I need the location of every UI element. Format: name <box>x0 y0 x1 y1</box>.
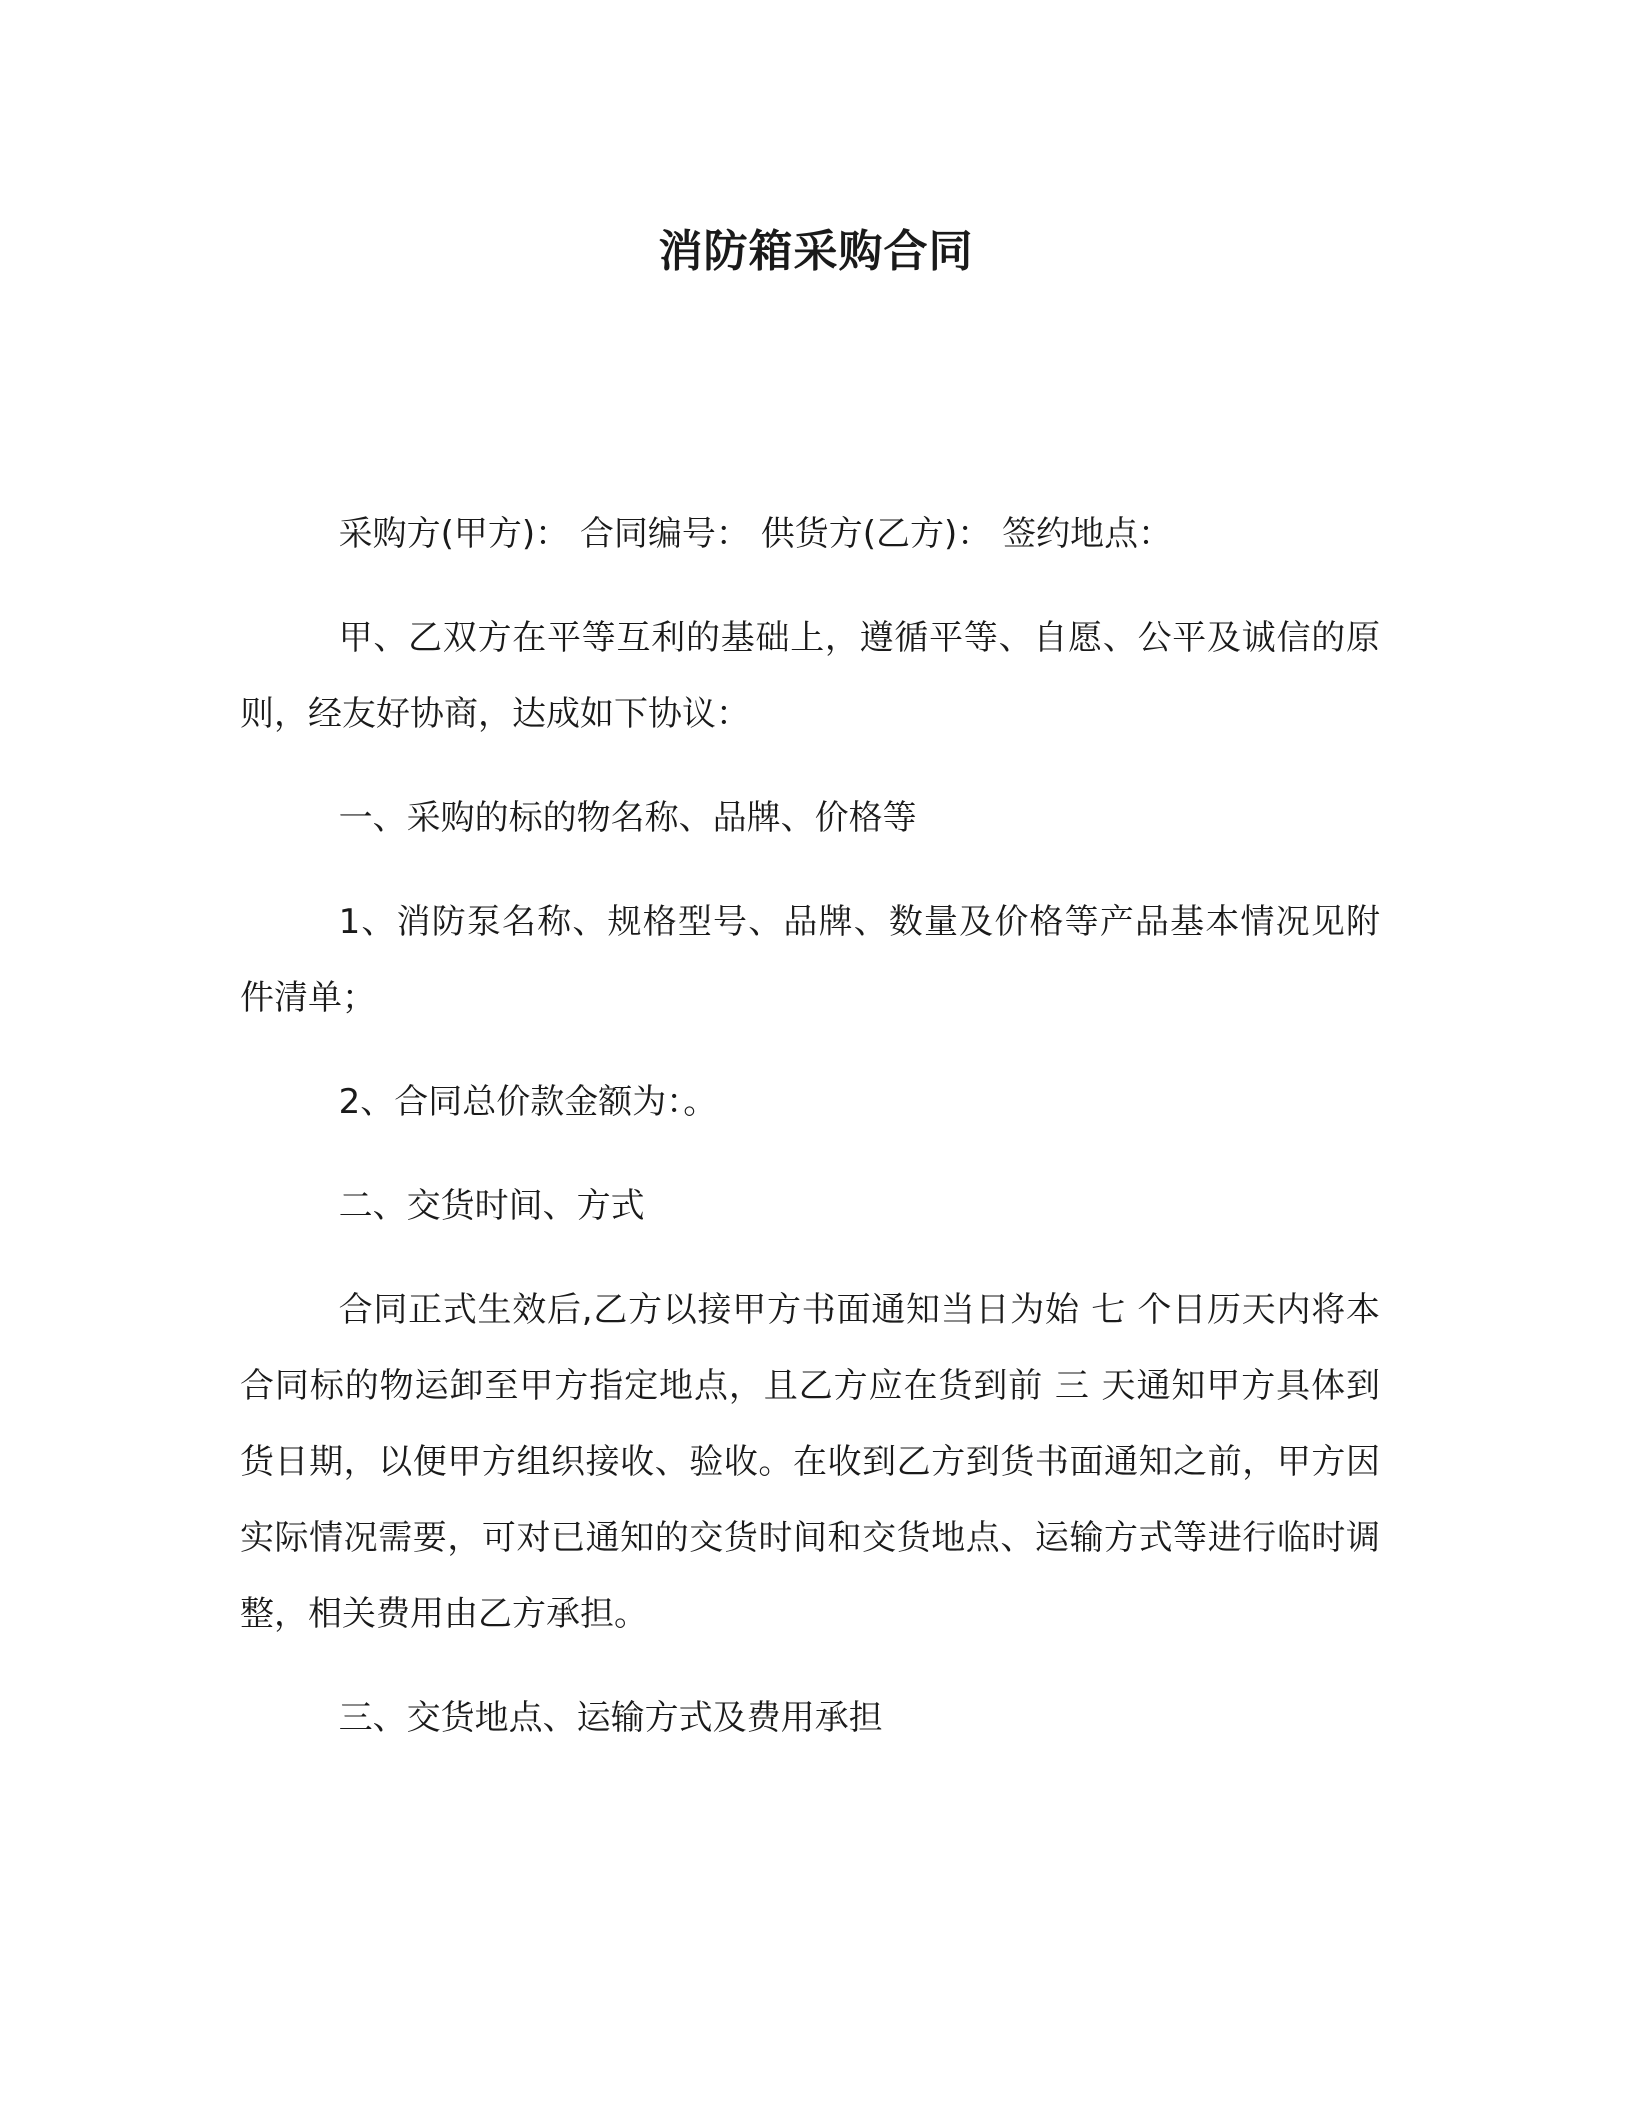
document-title: 消防箱采购合同 <box>658 226 974 277</box>
delivery-paragraph: 合同正式生效后,乙方以接甲方书面通知当日为始 七 个日历天内将本合同标的物运卸至甲方指定地点，且乙方应在货到前 三 天通知甲方具体到货日期，以便甲方组织接收、验收。在收到乙方到货书面通知之前，甲方因实际情况需要，可对已通知的交货时间和交货地点、运输方式等进行临时调整，相关费用由乙方承担。 <box>240 1290 1380 1634</box>
preamble-paragraph: 甲、乙双方在平等互利的基础上，遵循平等、自愿、公平及诚信的原则，经友好协商，达成如下协议： <box>240 618 1380 734</box>
section-heading-1: 一、采购的标的物名称、品牌、价格等 <box>338 798 917 838</box>
section-heading-2: 二、交货时间、方式 <box>338 1186 645 1226</box>
section-heading-3: 三、交货地点、运输方式及费用承担 <box>338 1698 883 1738</box>
parties-line: 采购方(甲方)： 合同编号： 供货方(乙方)： 签约地点： <box>338 514 1173 554</box>
clause-1-1: 1、消防泵名称、规格型号、品牌、数量及价格等产品基本情况见附件清单； <box>240 902 1380 1018</box>
document-body <box>240 496 1380 1784</box>
clause-1-2: 2、合同总价款金额为：。 <box>338 1082 718 1122</box>
